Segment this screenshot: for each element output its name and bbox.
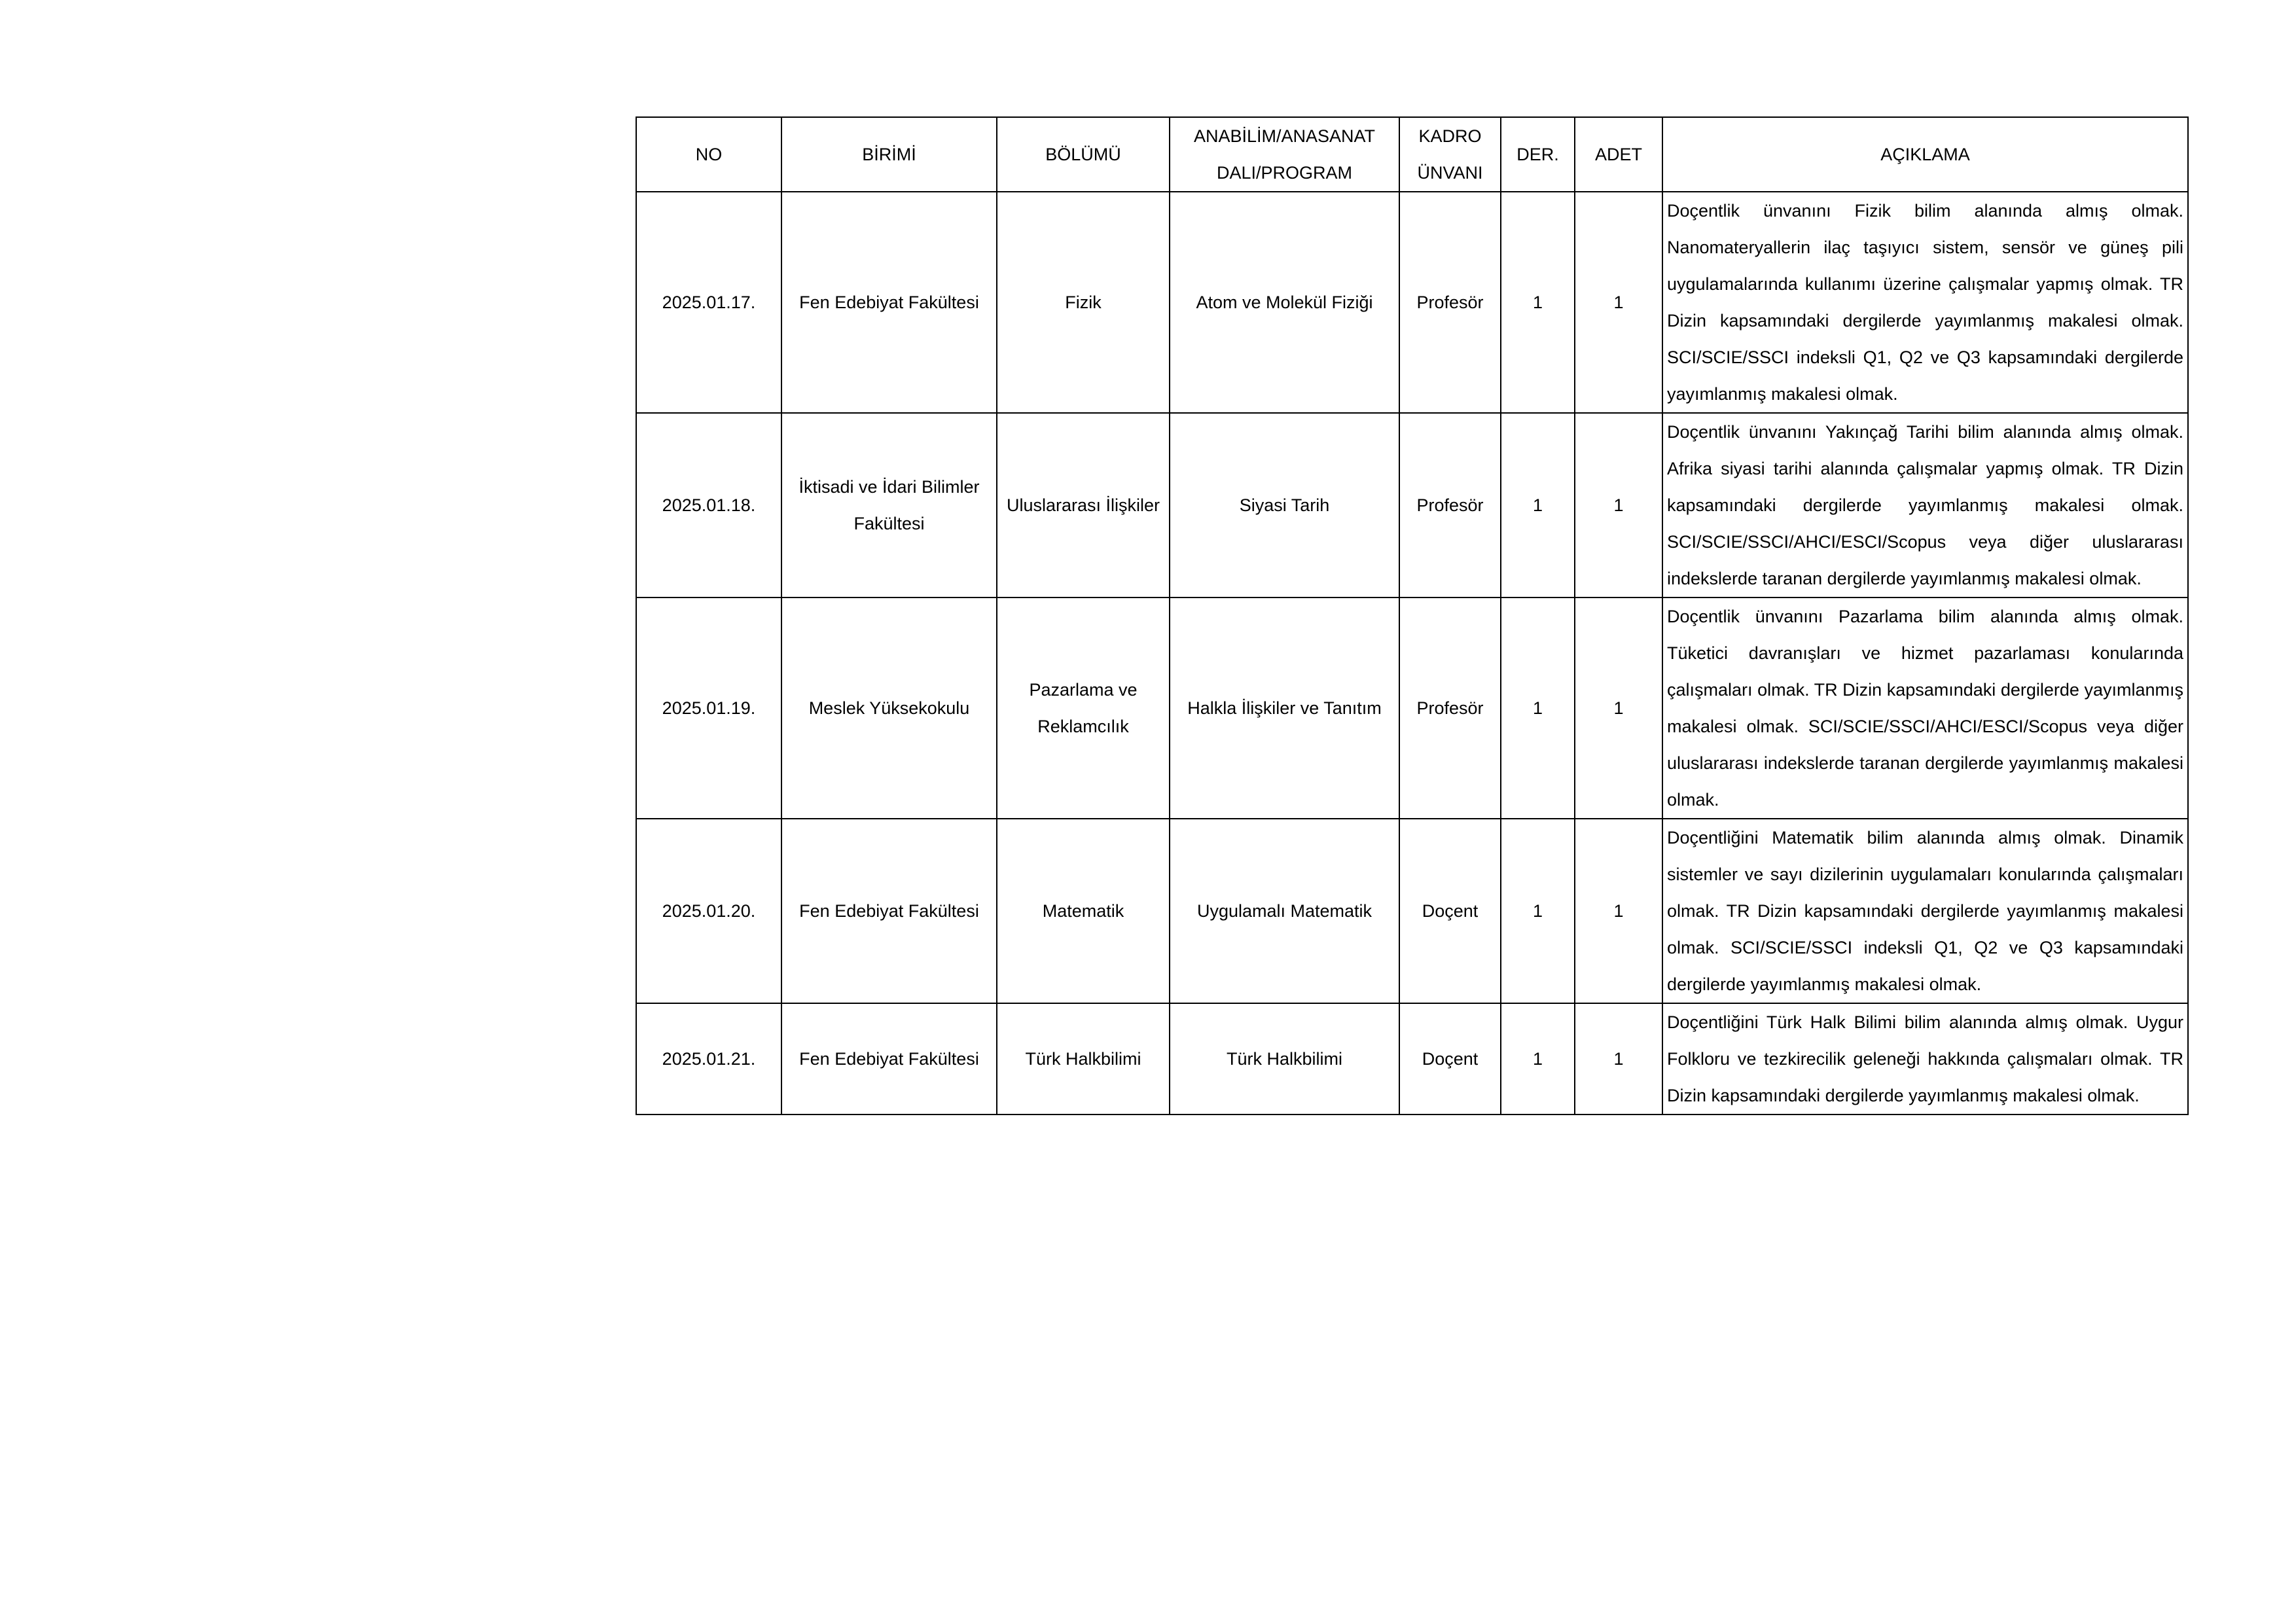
cell-no: 2025.01.17. (636, 192, 781, 413)
table-row (636, 413, 2188, 597)
table-row (636, 597, 2188, 819)
cell-bolumu: Matematik (997, 819, 1170, 1003)
header-no: NO (636, 117, 781, 192)
header-adet: ADET (1575, 117, 1662, 192)
cell-birimi: Fen Edebiyat Fakültesi (781, 819, 997, 1003)
cell-no: 2025.01.18. (636, 413, 781, 597)
header-row (636, 117, 2188, 192)
cell-anabilim: Atom ve Molekül Fiziği (1170, 192, 1399, 413)
cell-aciklama: Doçentlik ünvanını Pazarlama bilim alanında almış olmak. Tüketici davranışları ve hizmet pazarlaması konularında çalışmaları olmak. TR Dizin kapsamındaki dergilerde yayımlanmış makalesi olmak. SCI/SCIE/SSCI/AHCI/ESCI/Scopus veya diğer uluslararası indekslerde taranan dergilerde yayımlanmış makalesi olmak. (1662, 597, 2188, 819)
cell-adet: 1 (1575, 192, 1662, 413)
cell-kadro: Profesör (1399, 413, 1501, 597)
cell-bolumu: Pazarlama ve Reklamcılık (997, 597, 1170, 819)
cell-no: 2025.01.21. (636, 1003, 781, 1115)
cell-kadro: Profesör (1399, 192, 1501, 413)
cell-no: 2025.01.19. (636, 597, 781, 819)
cell-adet: 1 (1575, 819, 1662, 1003)
table-row (636, 1003, 2188, 1115)
cell-der: 1 (1501, 1003, 1575, 1115)
cell-birimi: Fen Edebiyat Fakültesi (781, 1003, 997, 1115)
cell-aciklama: Doçentliğini Matematik bilim alanında almış olmak. Dinamik sistemler ve sayı dizilerinin uygulamaları konularında çalışmaları olmak. TR Dizin kapsamındaki dergilerde yayımlanmış makalesi olmak. SCI/SCIE/SSCI indeksli Q1, Q2 ve Q3 kapsamındaki dergilerde yayımlanmış makalesi olmak. (1662, 819, 2188, 1003)
cell-adet: 1 (1575, 1003, 1662, 1115)
cell-birimi: Meslek Yüksekokulu (781, 597, 997, 819)
cell-birimi: İktisadi ve İdari Bilimler Fakültesi (781, 413, 997, 597)
table-row (636, 192, 2188, 413)
cell-der: 1 (1501, 597, 1575, 819)
header-kadro: KADRO ÜNVANI (1399, 117, 1501, 192)
cell-bolumu: Uluslararası İlişkiler (997, 413, 1170, 597)
header-bolumu: BÖLÜMÜ (997, 117, 1170, 192)
table-row (636, 819, 2188, 1003)
header-birimi: BİRİMİ (781, 117, 997, 192)
cell-anabilim: Halkla İlişkiler ve Tanıtım (1170, 597, 1399, 819)
cell-birimi: Fen Edebiyat Fakültesi (781, 192, 997, 413)
cell-aciklama: Doçentliğini Türk Halk Bilimi bilim alanında almış olmak. Uygur Folkloru ve tezkirecilik geleneği hakkında çalışmaları olmak. TR Dizin kapsamındaki dergilerde yayımlanmış makalesi olmak. (1662, 1003, 2188, 1115)
cell-kadro: Doçent (1399, 819, 1501, 1003)
cell-kadro: Profesör (1399, 597, 1501, 819)
cell-aciklama: Doçentlik ünvanını Fizik bilim alanında almış olmak. Nanomateryallerin ilaç taşıyıcı sistem, sensör ve güneş pili uygulamalarında kullanımı üzerine çalışmalar yapmış olmak. TR Dizin kapsamındaki dergilerde yayımlanmış makalesi olmak. SCI/SCIE/SSCI indeksli Q1, Q2 ve Q3 kapsamındaki dergilerde yayımlanmış makalesi olmak. (1662, 192, 2188, 413)
cell-bolumu: Fizik (997, 192, 1170, 413)
cell-der: 1 (1501, 192, 1575, 413)
cell-aciklama: Doçentlik ünvanını Yakınçağ Tarihi bilim alanında almış olmak. Afrika siyasi tarihi alanında çalışmalar yapmış olmak. TR Dizin kapsamındaki dergilerde yayımlanmış makalesi olmak. SCI/SCIE/SSCI/AHCI/ESCI/Scopus veya diğer uluslararası indekslerde taranan dergilerde yayımlanmış makalesi olmak. (1662, 413, 2188, 597)
cell-der: 1 (1501, 819, 1575, 1003)
cell-kadro: Doçent (1399, 1003, 1501, 1115)
cell-der: 1 (1501, 413, 1575, 597)
header-aciklama: AÇIKLAMA (1662, 117, 2188, 192)
cell-adet: 1 (1575, 413, 1662, 597)
header-anabilim: ANABİLİM/ANASANAT DALI/PROGRAM (1170, 117, 1399, 192)
cell-adet: 1 (1575, 597, 1662, 819)
cell-anabilim: Siyasi Tarih (1170, 413, 1399, 597)
cell-bolumu: Türk Halkbilimi (997, 1003, 1170, 1115)
cell-anabilim: Uygulamalı Matematik (1170, 819, 1399, 1003)
cell-no: 2025.01.20. (636, 819, 781, 1003)
positions-table (636, 116, 2189, 1115)
cell-anabilim: Türk Halkbilimi (1170, 1003, 1399, 1115)
header-der: DER. (1501, 117, 1575, 192)
